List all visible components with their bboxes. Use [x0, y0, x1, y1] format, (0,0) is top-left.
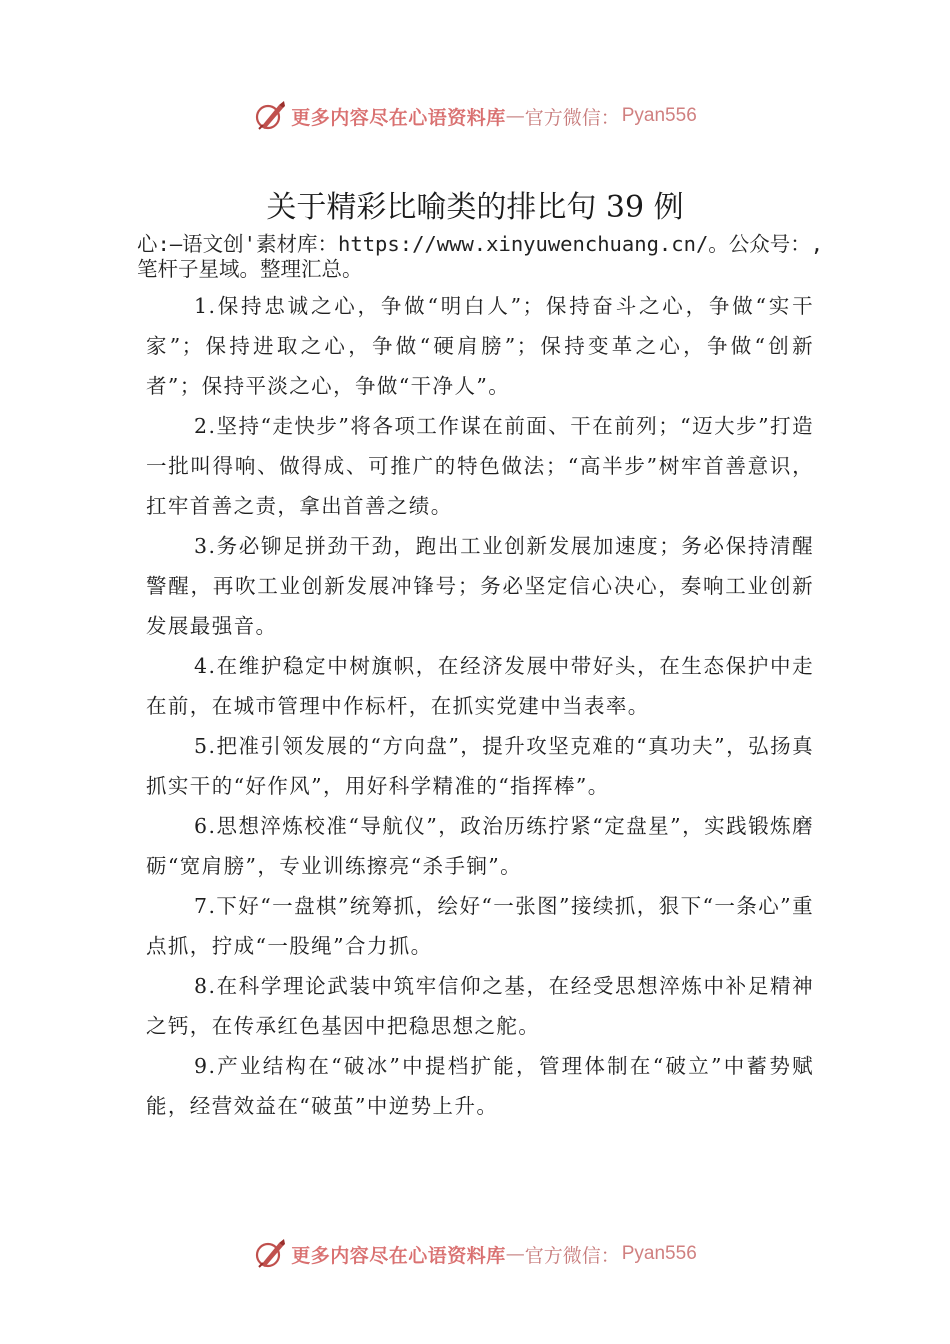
paragraph-9: 9.产业结构在“破冰”中提档扩能，管理体制在“破立”中蓄势赋能，经营效益在“破茧”中逆势上升。 — [146, 1054, 814, 1118]
quill-pen-icon — [253, 99, 287, 133]
header-banner — [0, 96, 950, 136]
banner-wechat-label: 官方微信： — [524, 106, 620, 129]
paragraph-1: 1.保持忠诚之心，争做“明白人”；保持奋斗之心，争做“实干家”；保持进取之心，争做“硬肩膀”；保持变革之心，争做“创新者”；保持平淡之心，争做“干净人”。 — [146, 294, 814, 398]
paragraph-2: 2.坚持“走快步”将各项工作谋在前面、干在前列；“迈大步”打造一批叫得响、做得成、可推广的特色做法；“高半步”树牢首善意识，扛牢首善之责，拿出首善之绩。 — [146, 414, 814, 518]
quill-pen-icon — [253, 1237, 287, 1271]
source-line: 心:—语文创'素材库：https://www.xinyuwenchuang.cn/。公众号：,笔杆子星域。整理汇总。 — [137, 232, 824, 281]
footer-banner — [0, 1234, 950, 1274]
document-body — [146, 286, 814, 1126]
banner-wechat-label: 官方微信： — [524, 1244, 620, 1267]
banner-separator: — — [505, 1243, 525, 1265]
paragraph-8: 8.在科学理论武装中筑牢信仰之基，在经受思想淬炼中补足精神之钙，在传承红色基因中把稳思想之舵。 — [146, 974, 814, 1038]
banner-separator: — — [505, 105, 525, 127]
paragraph-3: 3.务必铆足拼劲干劲，跑出工业创新发展加速度；务必保持清醒警醒，再吹工业创新发展冲锋号；务必坚定信心决心，奏响工业创新发展最强音。 — [146, 534, 814, 638]
paragraph-6: 6.思想淬炼校准“导航仪”，政治历练拧紧“定盘星”，实践锻炼磨砺“宽肩膀”，专业训练擦亮“杀手锏”。 — [146, 814, 814, 878]
banner-text: 更多内容尽在心语资料库 — [291, 106, 506, 129]
banner-text: 更多内容尽在心语资料库 — [291, 1244, 506, 1267]
paragraph-7: 7.下好“一盘棋”统筹抓，绘好“一张图”接续抓，狠下“一条心”重点抓，拧成“一股绳”合力抓。 — [146, 894, 814, 958]
paragraph-4: 4.在维护稳定中树旗帜，在经济发展中带好头，在生态保护中走在前，在城市管理中作标杆，在抓实党建中当表率。 — [146, 654, 814, 718]
banner-wechat-id: Pyan556 — [621, 105, 697, 126]
paragraph-5: 5.把准引领发展的“方向盘”，提升攻坚克难的“真功夫”，弘扬真抓实干的“好作风”，用好科学精准的“指挥棒”。 — [146, 734, 814, 798]
banner-wechat-id: Pyan556 — [621, 1243, 697, 1264]
page-title: 关于精彩比喻类的排比句 39 例 — [266, 190, 684, 225]
